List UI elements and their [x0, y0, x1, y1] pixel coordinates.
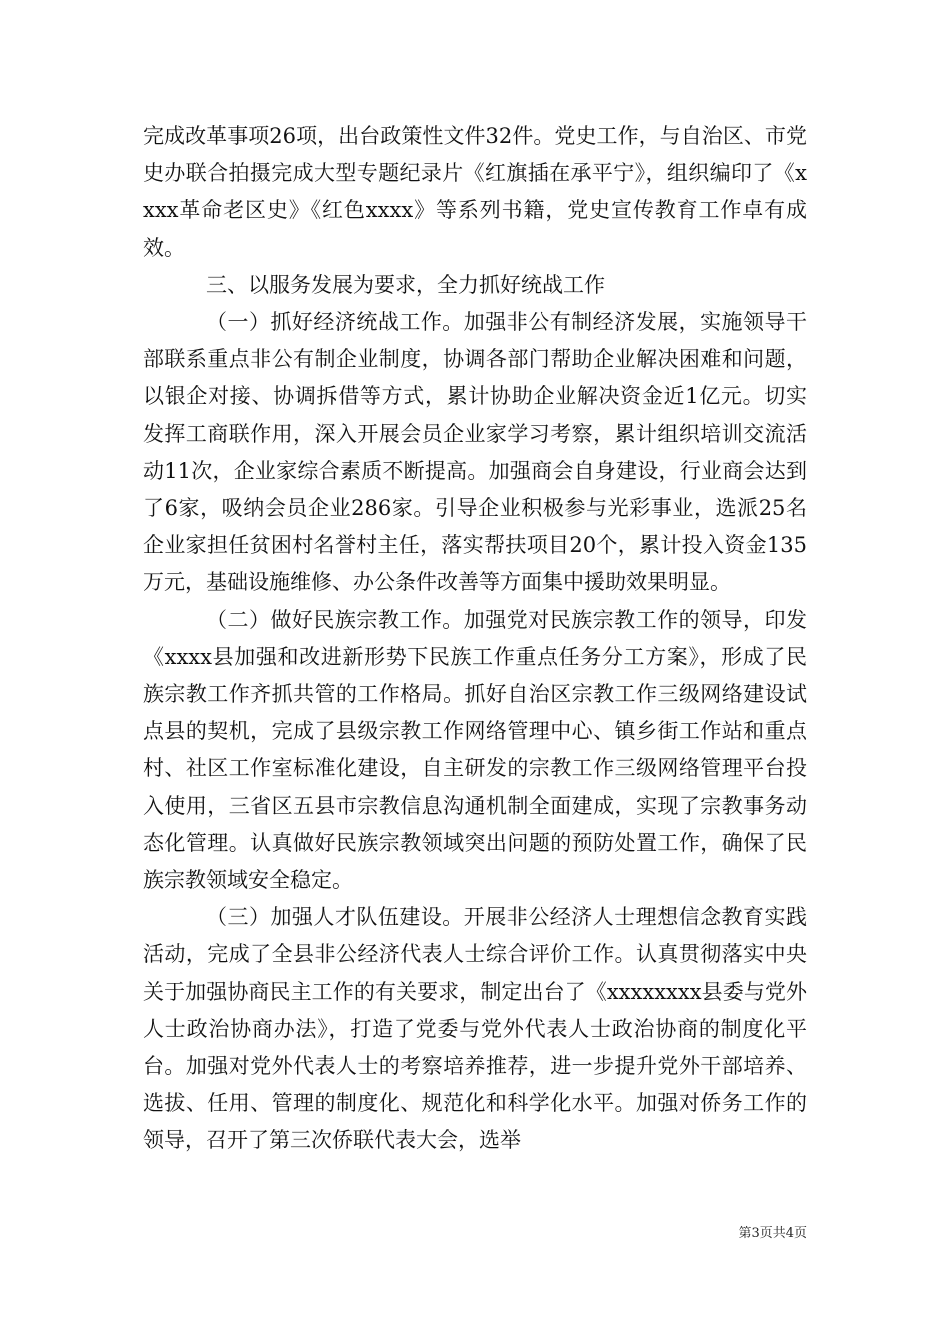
paragraph-talent-team: （三）加强人才队伍建设。开展非公经济人士理想信念教育实践活动，完成了全县非公经济代表人士综合评价工作。认真贯彻落实中央关于加强协商民主工作的有关要求，制定出台了《xxxxxxxx县委与党外人士政治协商办法》，打造了党委与党外代表人士政治协商的制度化平台。加强对党外代表人士的考察培养推荐，进一步提升党外干部培养、选拔、任用、管理的制度化、规范化和科学化水平。加强对侨务工作的领导，召开了第三次侨联代表大会，选举 — [143, 905, 807, 1153]
paragraph-economic-united-front: （一）抓好经济统战工作。加强非公有制经济发展，实施领导干部联系重点非公有制企业制度，协调各部门帮助企业解决困难和问题，以银企对接、协调拆借等方式，累计协助企业解决资金近1亿元。切实发挥工商联作用，深入开展会员企业家学习考察，累计组织培训交流活动11次，企业家综合素质不断提高。加强商会自身建设，行业商会达到了6家，吸纳会员企业286家。引导企业积极参与光彩事业，选派25名企业家担任贫困村名誉村主任，落实帮扶项目20个，累计投入资金135万元，基础设施维修、办公条件改善等方面集中援助效果明显。 — [143, 310, 807, 595]
document-body — [143, 118, 807, 1160]
paragraph-ethnic-religion: （二）做好民族宗教工作。加强党对民族宗教工作的领导，印发《xxxx县加强和改进新形势下民族工作重点任务分工方案》，形成了民族宗教工作齐抓共管的工作格局。抓好自治区宗教工作三级网络建设试点县的契机，完成了县级宗教工作网络管理中心、镇乡街工作站和重点村、社区工作室标准化建设，自主研发的宗教工作三级网络管理平台投入使用，三省区五县市宗教信息沟通机制全面建成，实现了宗教事务动态化管理。认真做好民族宗教领域突出问题的预防处置工作，确保了民族宗教领域安全稳定。 — [143, 607, 807, 893]
page-number-footer: 第3页共4页 — [738, 1226, 807, 1241]
paragraph-continued: 完成改革事项26项，出台政策性文件32件。党史工作，与自治区、市党史办联合拍摄完成大型专题纪录片《红旗插在承平宁》，组织编印了《xxxx革命老区史》《红色xxxx》等系列书籍，党史宣传教育工作卓有成效。 — [143, 124, 807, 260]
section-heading-three: 三、以服务发展为要求，全力抓好统战工作 — [206, 272, 605, 297]
